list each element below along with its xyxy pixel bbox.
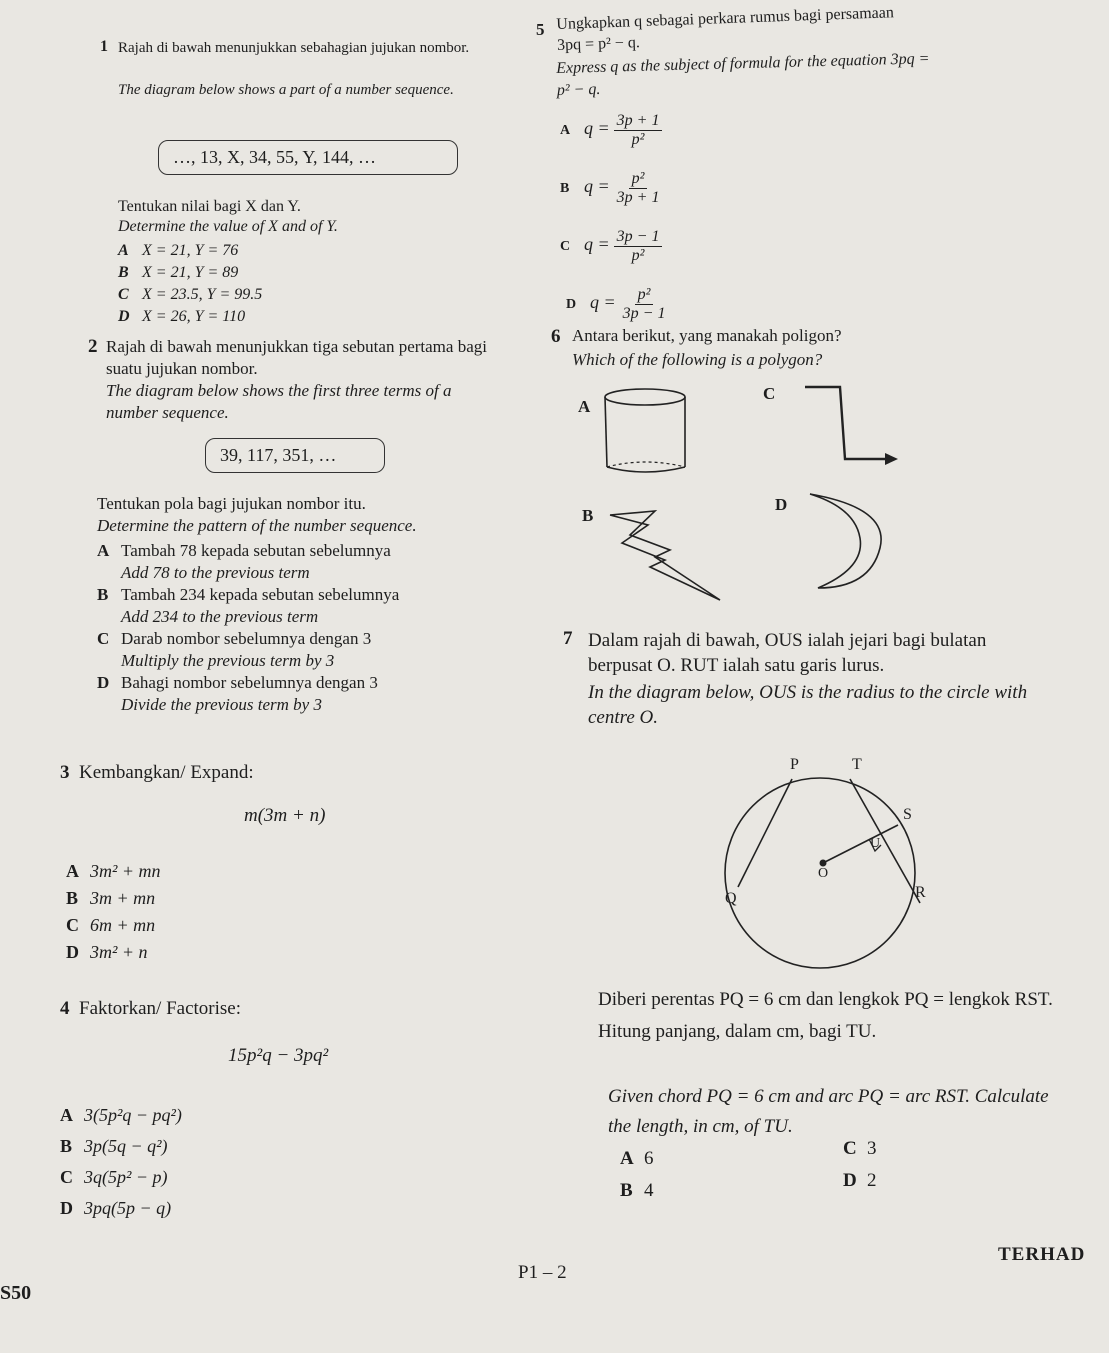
paper-code: S50 (0, 1282, 32, 1304)
option-a[interactable]: A Tambah 78 kepada sebutan sebelumnya (97, 541, 391, 560)
answer-options (60, 1100, 182, 1224)
option-d[interactable]: D X = 26, Y = 110 (118, 308, 246, 325)
option-b[interactable]: B q = $\frac{\text{p²}}{3p + 1}$ (560, 170, 660, 206)
figure-label-a: A (578, 397, 591, 416)
question-text-bm: Rajah di bawah menunjukkan sebahagian jujukan nombor. (118, 40, 470, 56)
question-number: 1 (100, 38, 108, 55)
classification-label: TERHAD (998, 1244, 1086, 1265)
option-d[interactable]: D 2 (843, 1170, 877, 1191)
point-q-label: Q (725, 890, 737, 907)
option-a-en: Add 78 to the previous term (121, 563, 310, 582)
given-text-bm: Diberi perentas PQ = 6 cm dan lengkok PQ = lengkok RST. Hitung panjang, dalam cm, bagi TU. (598, 989, 1053, 1042)
option-b[interactable]: B 3m + mn (66, 888, 156, 908)
option-c[interactable]: C Darab nombor sebelumnya dengan 3 (97, 629, 372, 648)
question-number: 2 (88, 336, 98, 357)
point-p-label: P (790, 756, 799, 773)
figure-d-crescent[interactable] (800, 488, 900, 598)
figure-a-cylinder[interactable] (595, 385, 695, 480)
option-a[interactable]: A q = $\frac{3p + 1}{\text{p²}}$ (560, 112, 668, 170)
expression: m(3m + n) (244, 805, 326, 826)
figure-b-lightning[interactable] (600, 505, 730, 605)
page-number: P1 – 2 (518, 1262, 567, 1283)
point-o-label: O (818, 866, 829, 881)
option-c[interactable]: C 3 (843, 1138, 877, 1159)
question-text-bm: Antara berikut, yang manakah poligon? (572, 326, 842, 345)
answer-options (66, 858, 161, 966)
point-u-label: U (870, 836, 881, 851)
option-d-en: Divide the previous term by 3 (121, 695, 322, 714)
question-number: 7 (563, 628, 573, 649)
question-title: 3 Kembangkan/ Expand: (60, 762, 254, 783)
point-t-label: T (852, 756, 862, 773)
option-d[interactable]: D Bahagi nombor sebelumnya dengan 3 (97, 673, 378, 692)
prompt-bm: Tentukan pola bagi jujukan nombor itu. (97, 494, 366, 513)
prompt-en: Determine the value of X and of Y. (118, 218, 338, 235)
question-text-bm: Rajah di bawah menunjukkan tiga sebutan pertama bagi suatu jujukan nombor. (106, 337, 487, 378)
point-s-label: S (903, 806, 912, 823)
question-text-en: In the diagram below, OUS is the radius to the circle with centre O. (588, 682, 1028, 728)
given-text-en: Given chord PQ = 6 cm and arc PQ = arc RST. Calculate the length, in cm, of TU. (608, 1086, 1049, 1137)
option-c-en: Multiply the previous term by 3 (121, 651, 335, 670)
option-c[interactable]: C 6m + mn (66, 915, 156, 935)
option-c[interactable]: C 3q(5p² − p) (60, 1167, 168, 1187)
figure-label-c: C (763, 384, 776, 403)
question-title: 4 Faktorkan/ Factorise: (60, 998, 241, 1019)
question-number: 6 (551, 326, 561, 347)
option-b[interactable]: B Tambah 234 kepada sebutan sebelumnya (97, 585, 400, 604)
question-text-en: Express q as the subject of formula for the equation 3pq = p² − q. (556, 50, 930, 99)
sequence-box: …, 13, X, 34, 55, Y, 144, … (158, 140, 458, 175)
option-b[interactable]: B 4 (620, 1180, 654, 1201)
question-text-bm: Ungkapkan q sebagai perkara rumus bagi persamaan 3pq = p² − q. (556, 4, 895, 54)
answer-options (560, 112, 668, 344)
sequence-box: 39, 117, 351, … (205, 438, 385, 473)
option-c[interactable]: C q = $\frac{3p - 1}{\text{p²}}$ (560, 228, 668, 286)
point-r-label: R (915, 884, 926, 901)
option-a[interactable]: A 3m² + mn (66, 861, 161, 881)
figure-c-open-path[interactable] (780, 375, 900, 470)
option-b[interactable]: B 3p(5q − q²) (60, 1136, 168, 1156)
option-a[interactable]: A X = 21, Y = 76 (118, 242, 239, 259)
prompt-bm: Tentukan nilai bagi X dan Y. (118, 198, 301, 215)
question-text-en: Which of the following is a polygon? (572, 350, 823, 369)
option-a[interactable]: A 6 (620, 1148, 654, 1169)
circle-diagram (720, 755, 940, 980)
option-d[interactable]: D 3pq(5p − q) (60, 1198, 172, 1218)
question-text-bm: Dalam rajah di bawah, OUS ialah jejari bagi bulatan berpusat O. RUT ialah satu garis lurus. (588, 630, 987, 676)
option-b-en: Add 234 to the previous term (121, 607, 319, 626)
option-d[interactable]: D q = $\frac{\text{p²}}{3p - 1}$ (566, 286, 666, 322)
figure-label-d: D (775, 495, 788, 514)
prompt-en: Determine the pattern of the number sequence. (97, 516, 417, 535)
question-text-en: The diagram below shows a part of a number sequence. (118, 82, 454, 98)
answer-options (118, 240, 262, 328)
option-a[interactable]: A 3(5p²q − pq²) (60, 1105, 182, 1125)
expression: 15p²q − 3pq² (228, 1045, 329, 1066)
question-number: 5 (536, 20, 545, 39)
option-c[interactable]: C X = 23.5, Y = 99.5 (118, 286, 263, 303)
option-b[interactable]: B X = 21, Y = 89 (118, 264, 239, 281)
question-text-en: The diagram below shows the first three terms of a number sequence. (106, 381, 452, 422)
option-d[interactable]: D 3m² + n (66, 942, 148, 962)
figure-label-b: B (582, 506, 594, 525)
answer-options (97, 540, 399, 716)
